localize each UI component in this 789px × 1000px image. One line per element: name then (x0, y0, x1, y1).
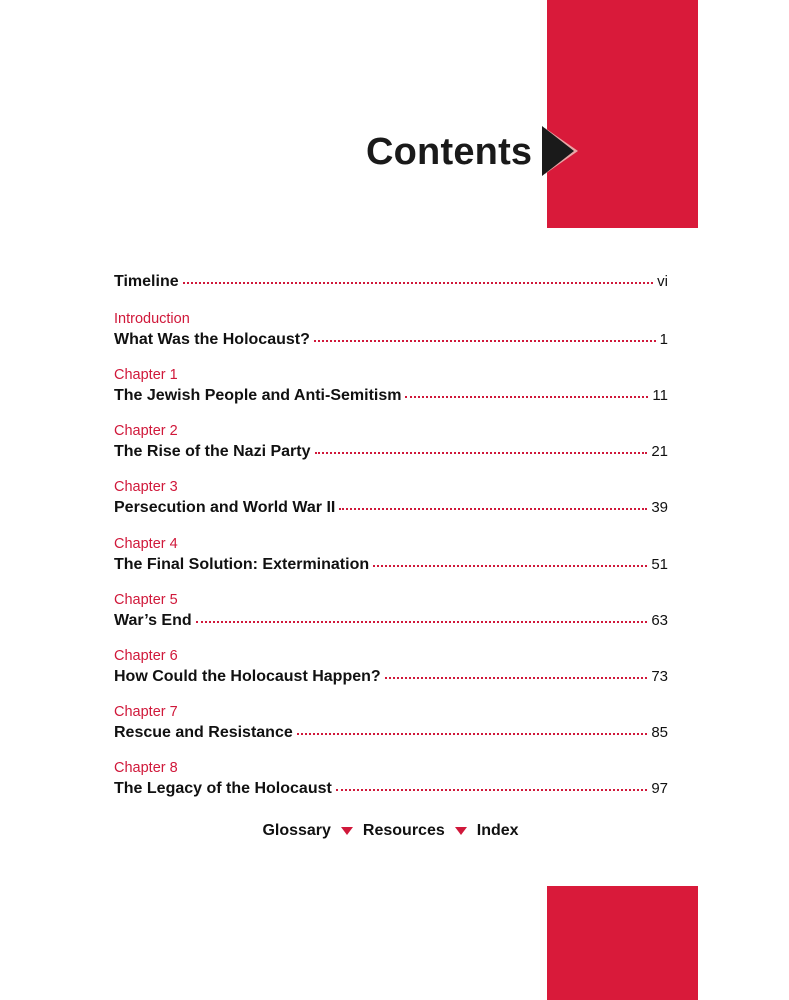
toc-entry-chapter-8[interactable] (114, 759, 668, 801)
back-matter-links (0, 822, 789, 840)
title-area (366, 124, 580, 181)
toc-entry-title[interactable]: The Rise of the Nazi Party (114, 443, 311, 460)
toc-entry-title[interactable]: The Legacy of the Holocaust (114, 780, 332, 797)
dot-leader (385, 677, 648, 679)
dot-leader (183, 282, 654, 284)
toc-page-number: 1 (659, 331, 668, 348)
red-accent-block-bottom (547, 886, 698, 1000)
chapter-label: Chapter 8 (114, 760, 178, 776)
toc-entry-chapter-6[interactable] (114, 647, 668, 689)
dot-leader (297, 733, 648, 735)
toc-entry-timeline[interactable] (114, 270, 668, 294)
dot-leader (339, 508, 647, 510)
chapter-label: Chapter 6 (114, 648, 178, 664)
toc-entry-chapter-1[interactable] (114, 366, 668, 408)
dot-leader (196, 621, 648, 623)
toc-entry-title[interactable]: What Was the Holocaust? (114, 331, 310, 348)
dot-leader (314, 340, 656, 342)
toc-entry-chapter-4[interactable] (114, 535, 668, 577)
toc-page-number: 21 (651, 443, 668, 460)
toc-entry-chapter-3[interactable] (114, 478, 668, 520)
toc-page-number: 63 (651, 612, 668, 629)
dot-leader (336, 789, 648, 791)
glossary-link[interactable]: Glossary (262, 822, 331, 839)
chapter-label: Chapter 3 (114, 479, 178, 495)
toc-page-number: 11 (652, 387, 668, 404)
resources-link[interactable]: Resources (362, 822, 445, 839)
chapter-label: Chapter 5 (114, 592, 178, 608)
toc-entry-chapter-2[interactable] (114, 422, 668, 464)
toc-page-number: 97 (651, 780, 668, 797)
toc-entry-title[interactable]: Rescue and Resistance (114, 724, 293, 741)
chapter-label: Chapter 7 (114, 704, 178, 720)
toc-entry-title[interactable]: How Could the Holocaust Happen? (114, 668, 381, 685)
toc-page-number: vi (657, 273, 668, 290)
toc-entry-title[interactable]: War’s End (114, 612, 192, 629)
toc-entry-chapter-7[interactable] (114, 703, 668, 745)
chapter-label: Chapter 2 (114, 423, 178, 439)
index-link[interactable]: Index (476, 822, 519, 839)
red-accent-block-top (547, 0, 698, 228)
chapter-label: Chapter 4 (114, 536, 178, 552)
dot-leader (373, 565, 647, 567)
toc-page-number: 85 (651, 724, 668, 741)
dot-leader (315, 452, 648, 454)
triangle-down-icon (341, 827, 353, 836)
page-title: Contents (366, 131, 533, 173)
toc-page-number: 39 (651, 499, 668, 516)
toc-entry-title[interactable]: Timeline (114, 273, 179, 290)
dot-leader (405, 396, 648, 398)
toc-entry-introduction[interactable] (114, 310, 668, 352)
triangle-right-icon (542, 126, 580, 181)
toc-entry-title[interactable]: The Jewish People and Anti-Semitism (114, 387, 402, 404)
triangle-down-icon (455, 827, 467, 836)
toc-entry-title[interactable]: The Final Solution: Extermination (114, 556, 370, 573)
toc-entry-chapter-5[interactable] (114, 591, 668, 633)
toc-page-number: 73 (651, 668, 668, 685)
chapter-label: Introduction (114, 311, 190, 327)
toc-page-number: 51 (651, 556, 668, 573)
toc-entry-title[interactable]: Persecution and World War II (114, 499, 336, 516)
chapter-label: Chapter 1 (114, 367, 178, 383)
